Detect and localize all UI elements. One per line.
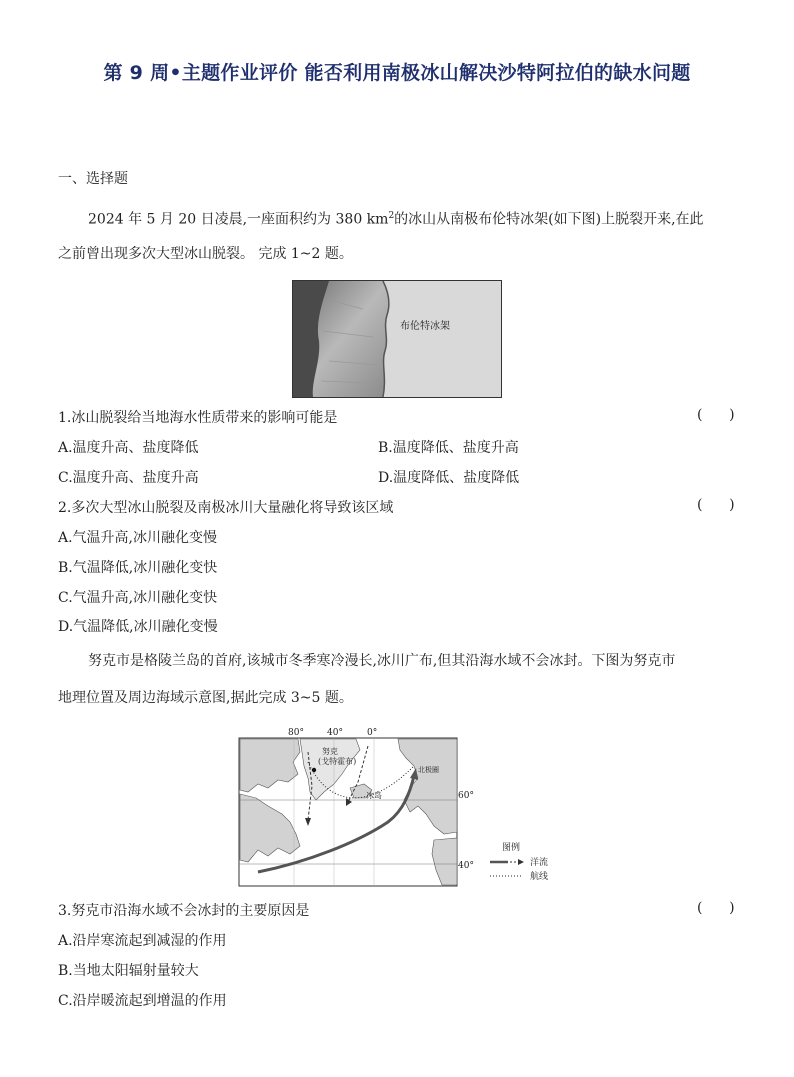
q2-option-d[interactable]: D.气温降低,冰川融化变慢 [58,619,218,635]
legend-current-label: 洋流 [530,858,549,868]
q3-option-c[interactable]: C.沿岸暖流起到增温的作用 [58,993,227,1009]
north-atlantic-map-svg [238,722,478,890]
q1-option-c[interactable]: C.温度升高、盐度升高 [58,470,199,486]
lon-label-80: 80° [288,728,304,738]
q3-option-a[interactable]: A.沿岸寒流起到减湿的作用 [58,933,227,949]
q1-option-b[interactable]: B.温度降低、盐度升高 [378,440,519,456]
north-atlantic-map [238,722,478,890]
arctic-circle-label: 北极圈 [418,766,439,774]
passage-2-line-1: 努克市是格陵兰岛的首府,该城市冬季寒冷漫长,冰川广布,但其沿海水域不会冰封。下图为努克市 [88,653,676,669]
legend-title: 图例 [502,843,521,853]
lat-label-40: 40° [458,861,474,871]
legend-route-label: 航线 [530,872,549,882]
q3-option-b[interactable]: B.当地太阳辐射量较大 [58,963,199,979]
nuuk-marker [312,768,316,772]
q1-stem: 1.冰山脱裂给当地海水性质带来的影响可能是 [58,410,338,426]
q2-stem: 2.多次大型冰山脱裂及南极冰川大量融化将导致该区域 [58,500,394,516]
q3-stem: 3.努克市沿海水域不会冰封的主要原因是 [58,903,310,919]
godthab-label: (戈特霍布) [318,757,357,766]
q2-answer-paren[interactable]: ( ) [697,497,735,513]
q1-option-d[interactable]: D.温度降低、盐度降低 [378,470,520,486]
passage-2-line-2: 地理位置及周边海域示意图,据此完成 3~5 题。 [58,690,353,706]
lon-label-40: 40° [327,728,343,738]
passage-1-line-2: 之前曾出现多次大型冰山脱裂。 完成 1~2 题。 [58,246,353,262]
lat-label-60: 60° [458,791,474,801]
map-legend [488,840,568,884]
ice-shelf-label: 布伦特冰架 [400,321,450,332]
q2-option-b[interactable]: B.气温降低,冰川融化变快 [58,560,218,576]
passage-1 [58,201,740,235]
nuuk-label: 努克 [322,747,338,756]
ice-shelf-image [293,281,501,397]
q1-option-a[interactable]: A.温度升高、盐度降低 [58,440,199,456]
page-title: 第 9 周•主题作业评价 能否利用南极冰山解决沙特阿拉伯的缺水问题 [103,62,691,84]
q2-option-a[interactable]: A.气温升高,冰川融化变慢 [58,530,218,546]
q3-answer-paren[interactable]: ( ) [697,900,735,916]
iceland-label: 冰岛 [366,791,382,800]
q1-answer-paren[interactable]: ( ) [697,407,735,423]
lon-label-0: 0° [367,728,378,738]
ice-shelf-figure [292,280,502,398]
q2-option-c[interactable]: C.气温升高,冰川融化变快 [58,590,218,606]
section-heading: 一、选择题 [58,171,128,187]
passage-1-line-1: 2024 年 5 月 20 日凌晨,一座面积约为 380 $km^2$的冰山从南极布伦特冰架(如下图)上脱裂开来,在此 [88,211,704,228]
